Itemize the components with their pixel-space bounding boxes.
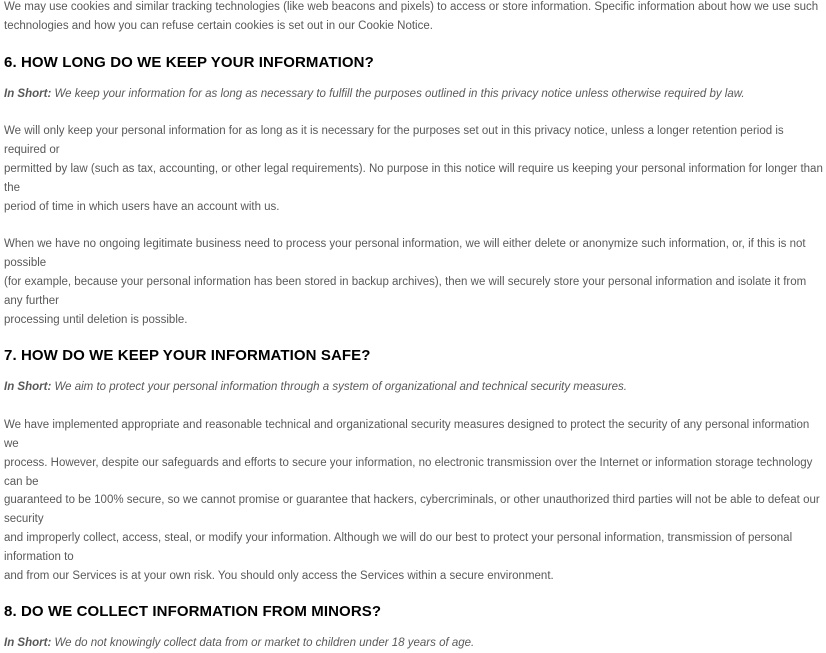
text-line: process. However, despite our safeguards and efforts to secure your information, no electronic transmission over the Internet or information storage technology can be: [4, 456, 813, 488]
section-6-in-short: [4, 85, 824, 104]
in-short-text: We do not knowingly collect data from or market to children under 18 years of age.: [51, 637, 475, 650]
section-8-in-short: [4, 634, 824, 653]
text-line: We will only keep your personal information for as long as it is necessary for the purposes set out in this privacy notice, unless a longer retention period is required or: [4, 125, 784, 157]
text-line: period of time in which users have an account with us.: [4, 200, 280, 213]
text-line: When we have no ongoing legitimate business need to process your personal information, we will either delete or anonymize such information, or, if this is not possible: [4, 238, 806, 270]
text-line: and from our Services is at your own risk. You should only access the Services within a secure environment.: [4, 569, 554, 582]
in-short-label: In Short:: [4, 637, 52, 650]
section-8-heading: 8. DO WE COLLECT INFORMATION FROM MINORS?: [4, 603, 382, 621]
text-line: processing until deletion is possible.: [4, 313, 188, 326]
in-short-label: In Short:: [4, 381, 52, 394]
section-6-heading: 6. HOW LONG DO WE KEEP YOUR INFORMATION?: [4, 53, 374, 71]
text-line: We have implemented appropriate and reasonable technical and organizational security measures designed to protect the security of any personal information we: [4, 419, 810, 450]
section-6-paragraph-1: [4, 122, 824, 216]
section-7-paragraph-1: [4, 416, 824, 585]
text-line: technologies and how you can refuse certain cookies is set out in our Cookie Notice.: [4, 19, 433, 32]
text-line: (for example, because your personal information has been stored in backup archives), then we will securely store your personal information and isolate it from any further: [4, 275, 807, 307]
section-7-in-short: [4, 378, 824, 397]
section-6-paragraph-2: [4, 235, 824, 329]
text-line: and improperly collect, access, steal, or modify your information. Although we will do our best to protect your personal information, transmission of personal information to: [4, 531, 793, 563]
in-short-text: We aim to protect your personal information through a system of organizational and technical security measures.: [51, 381, 627, 394]
in-short-label: In Short:: [4, 87, 52, 100]
cookies-paragraph: [4, 0, 824, 36]
text-line: We may use cookies and similar tracking technologies (like web beacons and pixels) to access or store information. Specific information about how we use such: [4, 1, 819, 13]
in-short-text: We keep your information for as long as necessary to fulfill the purposes outlined in this privacy notice unless otherwise required by law.: [51, 87, 745, 100]
section-7-heading: 7. HOW DO WE KEEP YOUR INFORMATION SAFE?: [4, 347, 371, 365]
text-line: permitted by law (such as tax, accounting, or other legal requirements). No purpose in this notice will require us keeping your personal information for longer than the: [4, 162, 823, 194]
text-line: guaranteed to be 100% secure, so we cannot promise or guarantee that hackers, cybercriminals, or other unauthorized third parties will not be able to defeat our security: [4, 494, 820, 526]
privacy-notice-content: [4, 0, 824, 653]
